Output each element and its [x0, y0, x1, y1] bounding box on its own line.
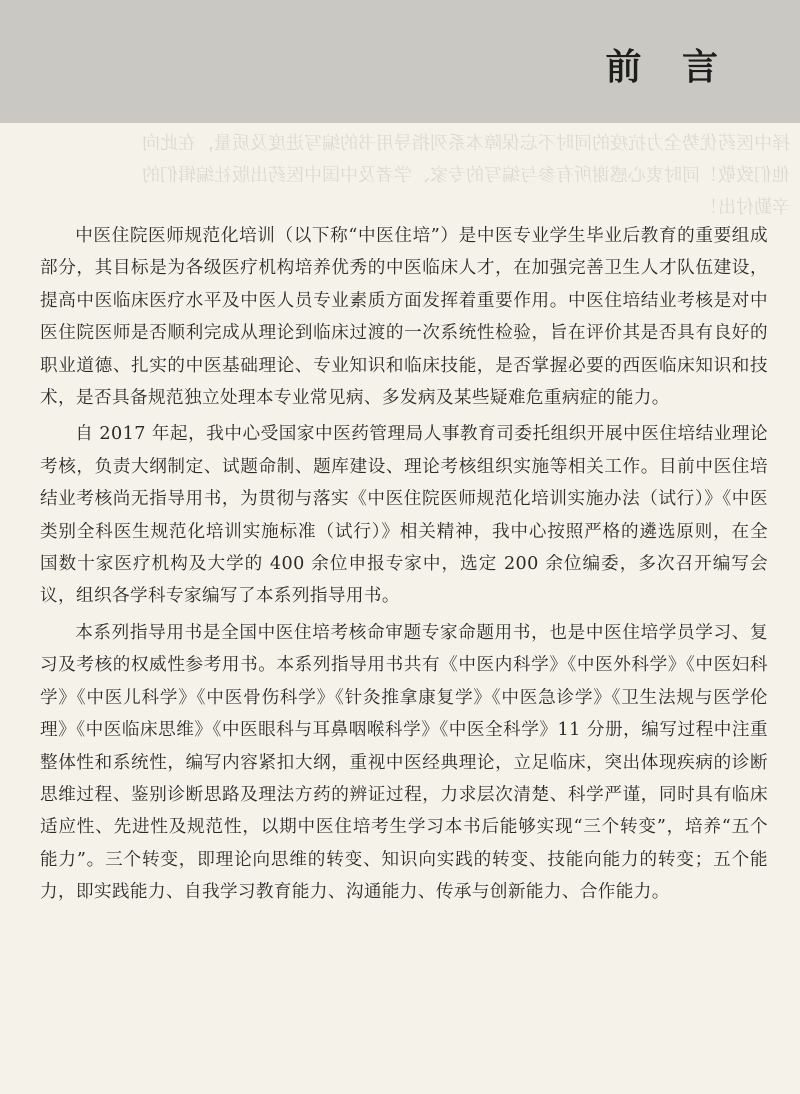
preface-body	[40, 220, 768, 913]
paragraph: 中医住院医师规范化培训（以下称“中医住培”）是中医专业学生毕业后教育的重要组成部分，其目标是为各级医疗机构培养优秀的中医临床人才，在加强完善卫生人才队伍建设，提高中医临床医疗水平及中医人员专业素质方面发挥着重要作用。中医住培结业考核是对中医住院医师是否顺利完成从理论到临床过渡的一次系统性检验，旨在评价其是否具有良好的职业道德、扎实的中医基础理论、专业知识和临床技能，是否掌握必要的西医临床知识和技术，是否具备规范独立处理本专业常见病、多发病及某些疑难危重病症的能力。	[40, 226, 768, 409]
bleed-line: 他们致敬！同时衷心感谢所有参与编写的专家、学者及中国中医药出版社编辑们的	[142, 165, 790, 186]
bleed-line: 辛勤付出！	[700, 197, 790, 218]
bleed-line: 择中医药优势全力抗疫的同时不忘保障本系列指导用书的编写进度及质量，在此向	[142, 133, 790, 154]
paragraph: 本系列指导用书是全国中医住培考核命审题专家命题用书，也是中医住培学员学习、复习及考核的权威性参考用书。本系列指导用书共有《中医内科学》《中医外科学》《中医妇科学》《中医儿科学》《中医骨伤科学》《针灸推拿康复学》《中医急诊学》《卫生法规与医学伦理》《中医临床思维》《中医眼科与耳鼻咽喉科学》《中医全科学》11 分册，编写过程中注重整体性和系统性，编写内容紧扣大纲，重视中医经典理论，立足临床，突出体现疾病的诊断思维过程、鉴别诊断思路及理法方药的辨证过程，力求层次清楚、科学严谨，同时具有临床适应性、先进性及规范性，以期中医住培考生学习本书后能够实现“三个转变”，培养“五个能力”。三个转变，即理论向思维的转变、知识向实践的转变、技能向能力的转变；五个能力，即实践能力、自我学习教育能力、沟通能力、传承与创新能力、合作能力。	[40, 622, 768, 903]
paragraph: 自 2017 年起，我中心受国家中医药管理局人事教育司委托组织开展中医住培结业理论考核，负责大纲制定、试题命制、题库建设、理论考核组织实施等相关工作。目前中医住培结业考核尚无指导用书，为贯彻与落实《中医住院医师规范化培训实施办法（试行）》《中医类别全科医生规范化培训实施标准（试行）》相关精神，我中心按照严格的遴选原则，在全国数十家医疗机构及大学的 400 余位申报专家中，选定 200 余位编委，多次召开编写会议，组织各学科专家编写了本系列指导用书。	[40, 424, 768, 607]
page-title: 前 言	[605, 47, 732, 88]
